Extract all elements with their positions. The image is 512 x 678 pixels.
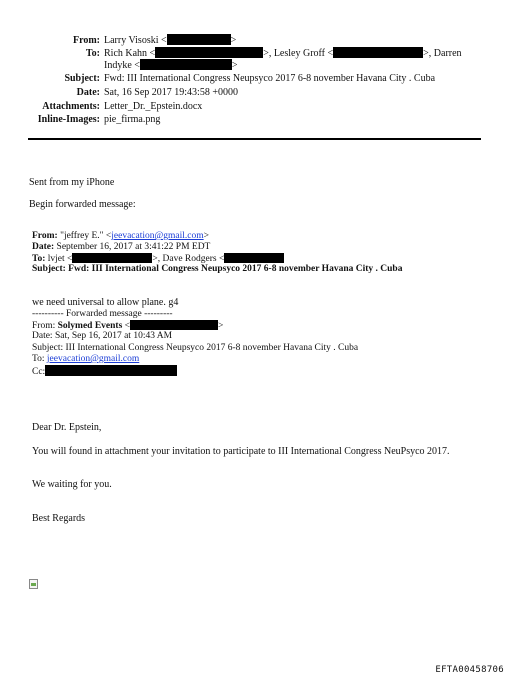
regards-line: Best Regards bbox=[32, 513, 86, 524]
fwd2-cc-row: Cc: bbox=[32, 365, 177, 378]
fwd2-from-row: From: Solymed Events < > bbox=[32, 321, 224, 331]
sent-from-line: Sent from my iPhone bbox=[29, 177, 115, 188]
header-divider bbox=[28, 138, 481, 140]
attachments-label: Attachments: bbox=[42, 101, 100, 112]
from-label: From: bbox=[72, 35, 100, 46]
invitation-paragraph: You will found in attachment your invitation to participate to III International Congress NeuPsyco 2017. bbox=[32, 446, 450, 457]
date-value: Sat, 16 Sep 2017 19:43:58 +0000 bbox=[104, 87, 238, 98]
to-row-continued bbox=[28, 59, 448, 72]
redaction-bar bbox=[155, 47, 263, 58]
waiting-line: We waiting for you. bbox=[32, 479, 112, 490]
to-label: To: bbox=[85, 48, 100, 59]
inline-images-label: Inline-Images: bbox=[37, 114, 100, 125]
redaction-bar bbox=[140, 59, 232, 70]
from-row bbox=[28, 34, 448, 47]
universal-line: we need universal to allow plane. g4 bbox=[32, 297, 179, 308]
fwd2-to-email-link[interactable]: jeevacation@gmail.com bbox=[46, 354, 140, 364]
fwd1-to-row: To: lvjet < >, Dave Rodgers < bbox=[32, 253, 284, 265]
broken-image-icon bbox=[29, 579, 38, 589]
redaction-bar bbox=[45, 365, 177, 376]
redaction-bar bbox=[333, 47, 423, 58]
fwd1-subject-row: Subject: Fwd: III International Congress Neupsyco 2017 6-8 november Havana City . Cuba bbox=[32, 264, 403, 274]
date-label: Date: bbox=[76, 87, 100, 98]
fwd1-date-row: Date: September 16, 2017 at 3:41:22 PM EDT bbox=[32, 242, 211, 252]
fwd2-date-row: Date: Sat, Sep 16, 2017 at 10:43 AM bbox=[32, 331, 173, 341]
subject-value: Fwd: III International Congress Neupsyco 2017 6-8 november Havana City . Cuba bbox=[104, 73, 436, 84]
attachments-row bbox=[28, 100, 448, 113]
attachment-file[interactable]: Letter_Dr._Epstein.docx bbox=[104, 101, 203, 112]
greeting: Dear Dr. Epstein, bbox=[32, 422, 102, 433]
redaction-bar bbox=[130, 320, 218, 330]
fwd2-to-row: To: jeevacation@gmail.com bbox=[32, 354, 140, 364]
redaction-bar bbox=[224, 253, 284, 263]
to-value-continued: Indyke < > bbox=[104, 60, 238, 71]
from-value: Larry Visoski < > bbox=[104, 35, 237, 46]
forwarded-divider: ---------- Forwarded message --------- bbox=[32, 309, 173, 319]
subject-label: Subject: bbox=[64, 73, 100, 84]
fwd1-from-row: From: "jeffrey E." <jeevacation@gmail.com> bbox=[32, 231, 209, 241]
fwd2-subject-row: Subject: III International Congress Neupsyco 2017 6-8 november Havana City . Cuba bbox=[32, 343, 359, 353]
redaction-bar bbox=[167, 34, 231, 45]
date-row bbox=[28, 86, 448, 99]
to-value: Rich Kahn < >, Lesley Groff < >, Darren bbox=[104, 48, 462, 59]
document-id: EFTA00458706 bbox=[435, 665, 504, 675]
inline-images-row bbox=[28, 113, 448, 126]
inline-image-file[interactable]: pie_firma.png bbox=[104, 114, 161, 125]
redaction-bar bbox=[72, 253, 152, 263]
subject-row bbox=[28, 72, 498, 85]
fwd1-from-email-link[interactable]: jeevacation@gmail.com bbox=[111, 231, 204, 241]
begin-forwarded-line: Begin forwarded message: bbox=[29, 199, 136, 210]
